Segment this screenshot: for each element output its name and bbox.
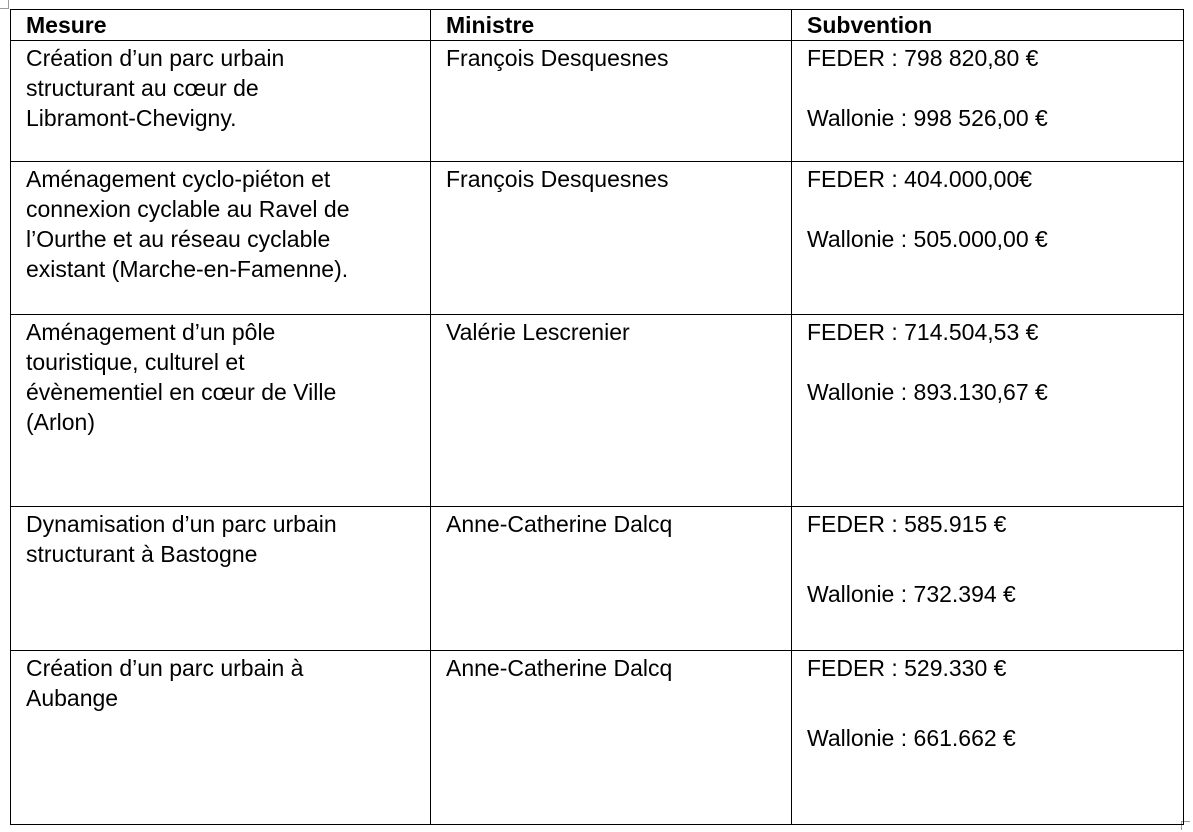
mesure-line: structurant au cœur de — [26, 75, 259, 101]
wallonie-amount: Wallonie : 893.130,67 € — [807, 379, 1048, 405]
wallonie-amount: Wallonie : 732.394 € — [807, 581, 1016, 607]
mesure-line: existant (Marche-en-Famenne). — [26, 256, 349, 282]
mesure-line: Dynamisation d’un parc urbain — [26, 511, 337, 537]
subsidy-table — [10, 9, 1184, 825]
table-row — [11, 315, 1184, 507]
feder-amount: FEDER : 585.915 € — [807, 511, 1007, 537]
cell-subvention — [792, 315, 1184, 507]
corner-crop-mark-top-left — [0, 0, 9, 9]
mesure-line: Création d’un parc urbain — [26, 45, 285, 71]
spacer — [807, 347, 1183, 377]
mesure-line: structurant à Bastogne — [26, 541, 258, 567]
cell-mesure — [11, 41, 431, 162]
feder-amount: FEDER : 529.330 € — [807, 655, 1007, 681]
spacer — [807, 194, 1183, 224]
spacer — [807, 539, 1183, 579]
cell-mesure — [11, 162, 431, 315]
cell-ministre: Anne-Catherine Dalcq — [431, 651, 792, 825]
table-row — [11, 507, 1184, 651]
header-subvention: Subvention — [792, 10, 1184, 41]
table-row — [11, 651, 1184, 825]
table-header-row — [11, 10, 1184, 41]
spacer — [807, 73, 1183, 103]
wallonie-amount: Wallonie : 505.000,00 € — [807, 226, 1048, 252]
mesure-line: touristique, culturel et — [26, 349, 245, 375]
cell-subvention — [792, 651, 1184, 825]
wallonie-amount: Wallonie : 661.662 € — [807, 725, 1016, 751]
wallonie-amount: Wallonie : 998 526,00 € — [807, 105, 1048, 131]
mesure-line: Création d’un parc urbain à — [26, 655, 304, 681]
mesure-line: évènementiel en cœur de Ville — [26, 379, 337, 405]
cell-mesure — [11, 507, 431, 651]
mesure-line: connexion cyclable au Ravel de — [26, 196, 350, 222]
mesure-line: Aménagement d’un pôle — [26, 319, 276, 345]
header-ministre: Ministre — [431, 10, 792, 41]
header-mesure: Mesure — [11, 10, 431, 41]
mesure-line: Libramont-Chevigny. — [26, 105, 237, 131]
feder-amount: FEDER : 714.504,53 € — [807, 319, 1039, 345]
spacer — [807, 683, 1183, 723]
feder-amount: FEDER : 404.000,00€ — [807, 166, 1033, 192]
feder-amount: FEDER : 798 820,80 € — [807, 45, 1039, 71]
cell-mesure — [11, 315, 431, 507]
cell-mesure — [11, 651, 431, 825]
cell-ministre: François Desquesnes — [431, 41, 792, 162]
mesure-line: Aménagement cyclo-piéton et — [26, 166, 331, 192]
mesure-line: Aubange — [26, 685, 119, 711]
mesure-line: (Arlon) — [26, 409, 96, 435]
cell-ministre: Valérie Lescrenier — [431, 315, 792, 507]
mesure-line: l’Ourthe et au réseau cyclable — [26, 226, 331, 252]
cell-subvention — [792, 507, 1184, 651]
cell-subvention — [792, 41, 1184, 162]
cell-subvention — [792, 162, 1184, 315]
cell-ministre: François Desquesnes — [431, 162, 792, 315]
table-row — [11, 162, 1184, 315]
cell-ministre: Anne-Catherine Dalcq — [431, 507, 792, 651]
table-row — [11, 41, 1184, 162]
